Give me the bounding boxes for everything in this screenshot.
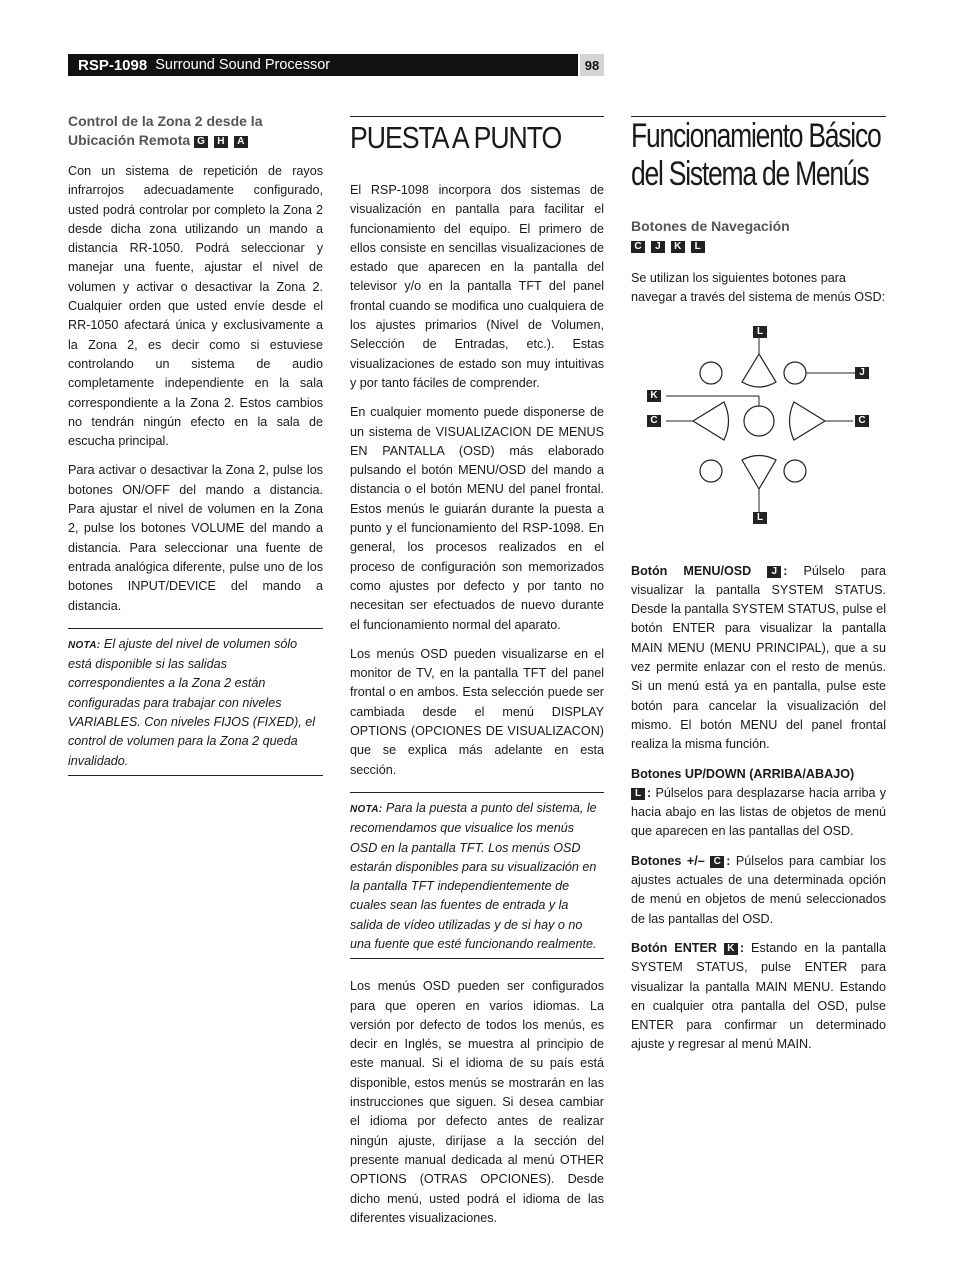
key-badge: C xyxy=(710,856,724,868)
plus-minus-title: Botones +/– xyxy=(631,853,705,868)
key-badge: G xyxy=(194,136,208,148)
diagram-label-enter: K xyxy=(647,390,661,402)
menus-heading-line2: del Sistema de Menús xyxy=(631,155,869,193)
diagram-label-minus: C xyxy=(647,415,661,427)
down-arrow-button xyxy=(742,455,776,489)
plus-minus-text: Púlselos para cambiar los ajustes actuales de una determinada opción de menú en objetos de menú seleccionados de las pantallas del OSD. xyxy=(631,853,887,926)
remote-buttons-svg xyxy=(631,326,886,536)
section-rule xyxy=(350,116,604,117)
key-badge: A xyxy=(234,136,248,148)
page-number: 98 xyxy=(580,54,604,76)
page-header xyxy=(68,54,604,76)
zona2-heading-text: Control de la Zona 2 desde la Ubicación Remota xyxy=(68,113,263,148)
nav-key-group xyxy=(631,237,707,253)
menu-osd-text: Púlselo para visualizar la pantalla SYSTEM STATUS. Desde la pantalla SYSTEM STATUS, pulse el botón ENTER para visualizar la pantalla MAIN MENU (MENU PRINCIPAL), que a su vez permite enlazar con el resto de menús. Si un menú está ya en pantalla, pulse este botón para cancelar la visualización del mismo. El botón MENU del panel frontal realiza la misma función. xyxy=(631,563,886,752)
zona2-paragraph-2: Para activar o desactivar la Zona 2, pulse los botones ON/OFF del mando a distancia. Para ajustar el nivel de volumen en la Zona 2, pulse los botones VOLUME del mando a distancia. Para seleccionar una fuente de entrada analógica diferente, pulse uno de los botones INPUT/DEVICE del mando a distancia. xyxy=(68,463,323,613)
key-badge: H xyxy=(214,136,228,148)
enter-title: Botón ENTER xyxy=(631,940,717,955)
circle-button-top-left xyxy=(700,362,722,384)
diagram-label-menu: J xyxy=(855,367,869,379)
key-badge: K xyxy=(724,943,738,955)
puesta-note xyxy=(350,792,604,959)
key-badge: J xyxy=(651,241,665,253)
nav-subheading xyxy=(631,217,886,255)
menu-osd-description: Botón MENU/OSD J : Púlselo para visualizar la pantalla SYSTEM STATUS. Desde la pantalla SYSTEM STATUS, pulse el botón ENTER para visualizar la pantalla MAIN MENU (MENU PRINCIPAL), que a su vez permite enlazar con el resto de menús. Si un menú está ya en pantalla, pulse este botón para cancelar la visualización del mismo. El botón MENU del panel frontal realiza la misma función. xyxy=(631,563,886,752)
up-down-text: Púlselos para desplazarse hacia arriba y hacia abajo en las listas de objetos de menú que aparecen en las pantallas del OSD. xyxy=(631,785,886,839)
note-text: Para la puesta a punto del sistema, le recomendamos que visualice los menús OSD en la pantalla TFT. Los menús OSD estarán disponibles para su visualización en la pantalla TFT independientemente de cuales sean las fuentes de entrada y la salida de vídeo utilizadas y de si hay o no una fuente que esté funcionando realmente. xyxy=(350,800,597,951)
nav-intro: Se utilizan los siguientes botones para navegar a través del sistema de menús OSD: xyxy=(631,271,886,305)
puesta-paragraph-4: Los menús OSD pueden ser configurados para que operen en varios idiomas. La versión por defecto de todos los menús, es decir en Inglés, se muestra al principio de este manual. Si el idioma de su país está disponible, estos menús se mostrarán en las instrucciones que siguen. Si desea cambiar el idioma por defecto antes de realizar ningún ajuste, diríjase a la sección del presente manual dedicada al menú OTHER OPTIONS (OTRAS OPCIONES). Desde dicho menú, usted podrá el idioma de las diferentes visualizaciones. xyxy=(350,979,604,1225)
up-down-description: Botones UP/DOWN (ARRIBA/ABAJO) L : Púlselos para desplazarse hacia arriba y hacia abajo en las listas de objetos de menú que aparecen en las pantallas del OSD. xyxy=(631,766,886,839)
left-arrow-button xyxy=(693,402,729,440)
circle-button-bottom-right xyxy=(784,460,806,482)
circle-button-top-right xyxy=(784,362,806,384)
key-badge: L xyxy=(631,788,645,800)
header-bar xyxy=(68,54,578,76)
key-badge: C xyxy=(631,241,645,253)
zona2-note xyxy=(68,628,323,776)
header-title: Surround Sound Processor xyxy=(155,57,331,73)
diagram-label-plus: C xyxy=(855,415,869,427)
zona2-paragraph-1: Con un sistema de repetición de rayos infrarrojos adecuadamente configurado, usted podrá controlar por completo la Zona 2 desde dicha zona utilizando un mando a distancia RR-1050. Podrá seleccionar y manejar una fuente, ajustar el nivel de volumen y activar o desactivar la Zona 2. Cualquier orden que usted envíe desde el RR-1050 afectará única y exclusivamente a la Zona 2, es decir como si estuviese controlando un sistema de audio completamente independiente en la sala correspondiente a la Zona 2. Estos cambios no tendrán ningún efecto en la sala de escucha principal. xyxy=(68,164,323,449)
navigation-buttons-diagram xyxy=(631,326,886,536)
menus-heading-line1: Funcionamiento Básico xyxy=(631,117,881,155)
column-menus xyxy=(631,116,886,1065)
key-badge: J xyxy=(767,566,781,578)
note-label: NOTA: xyxy=(68,639,101,651)
right-arrow-button xyxy=(790,402,826,440)
puesta-heading: PUESTA A PUNTO xyxy=(350,120,562,155)
puesta-paragraph-3: Los menús OSD pueden visualizarse en el monitor de TV, en la pantalla TFT del panel frontal o en ambos. Esta selección puede ser cambiada desde el menú DISPLAY OPTIONS (OPCIONES DE VISUALIZACON) que se explica más adelante en esta sección. xyxy=(350,646,604,777)
key-badge: L xyxy=(691,241,705,253)
note-label: NOTA: xyxy=(350,803,383,815)
zona2-heading xyxy=(68,112,323,150)
key-badge: K xyxy=(671,241,685,253)
up-down-title: Botones UP/DOWN (ARRIBA/ABAJO) xyxy=(631,766,855,781)
note-text: El ajuste del nivel de volumen sólo está disponible si las salidas correspondientes a la Zona 2 están configuradas para trabajar con niveles VARIABLES. Con niveles FIJOS (FIXED), el control de volumen para la Zona 2 queda invalidado. xyxy=(68,636,316,768)
circle-button-bottom-left xyxy=(700,460,722,482)
model-name: RSP-1098 xyxy=(78,56,148,74)
enter-button xyxy=(744,406,774,436)
up-arrow-button xyxy=(742,354,776,387)
diagram-label-up: L xyxy=(753,326,767,338)
puesta-paragraph-2: En cualquier momento puede disponerse de un sistema de VISUALIZACION DE MENUS EN PANTALLA (OSD) más elaborado pulsando el botón MENU/OSD del mando a distancia o el botón MENU del panel frontal. Estos menús le guiarán durante la puesta a punto y el funcionamiento del RSP-1098. En general, los procesos realizados en el proceso de configuración son memorizados como ajustes por defecto y por tanto no necesitan ser efectuados de nuevo durante el funcionamiento normal del aparato. xyxy=(350,405,604,632)
menu-osd-title: Botón MENU/OSD xyxy=(631,563,752,578)
column-zona2 xyxy=(68,112,323,794)
nav-subheading-text: Botones de Navegación xyxy=(631,218,790,234)
column-puesta-a-punto xyxy=(350,116,604,1238)
diagram-label-down: L xyxy=(753,512,767,524)
enter-description: Botón ENTER K : Estando en la pantalla SYSTEM STATUS, pulse ENTER para visualizar la pantalla MAIN MENU. Estando en cualquier otra pantalla del OSD, pulse ENTER para confirmar un determinado ajuste y regresar al menú MAIN. xyxy=(631,940,886,1052)
enter-text: Estando en la pantalla SYSTEM STATUS, pulse ENTER para visualizar la pantalla MAIN MENU. Estando en cualquier otra pantalla del OSD, pulse ENTER para confirmar un determinado ajuste y regresar al menú MAIN. xyxy=(631,940,886,1052)
plus-minus-description: Botones +/– C : Púlselos para cambiar los ajustes actuales de una determinada opción de menú en objetos de menú seleccionados de las pantallas del OSD. xyxy=(631,853,887,926)
menus-heading xyxy=(631,117,881,193)
puesta-paragraph-1: El RSP-1098 incorpora dos sistemas de visualización en pantalla para facilitar el funcionamiento del equipo. El primero de ellos consiste en sencillas visualizaciones de estado que aparecen en la pantalla del televisor y/o en la pantalla TFT del panel frontal cuando se modifica uno cualquiera de los ajustes primarios (Nivel de Volumen, Selección de Entradas, etc.). Estas visualizaciones de estado son muy intuitivas y por tanto fáciles de comprender. xyxy=(350,183,604,390)
